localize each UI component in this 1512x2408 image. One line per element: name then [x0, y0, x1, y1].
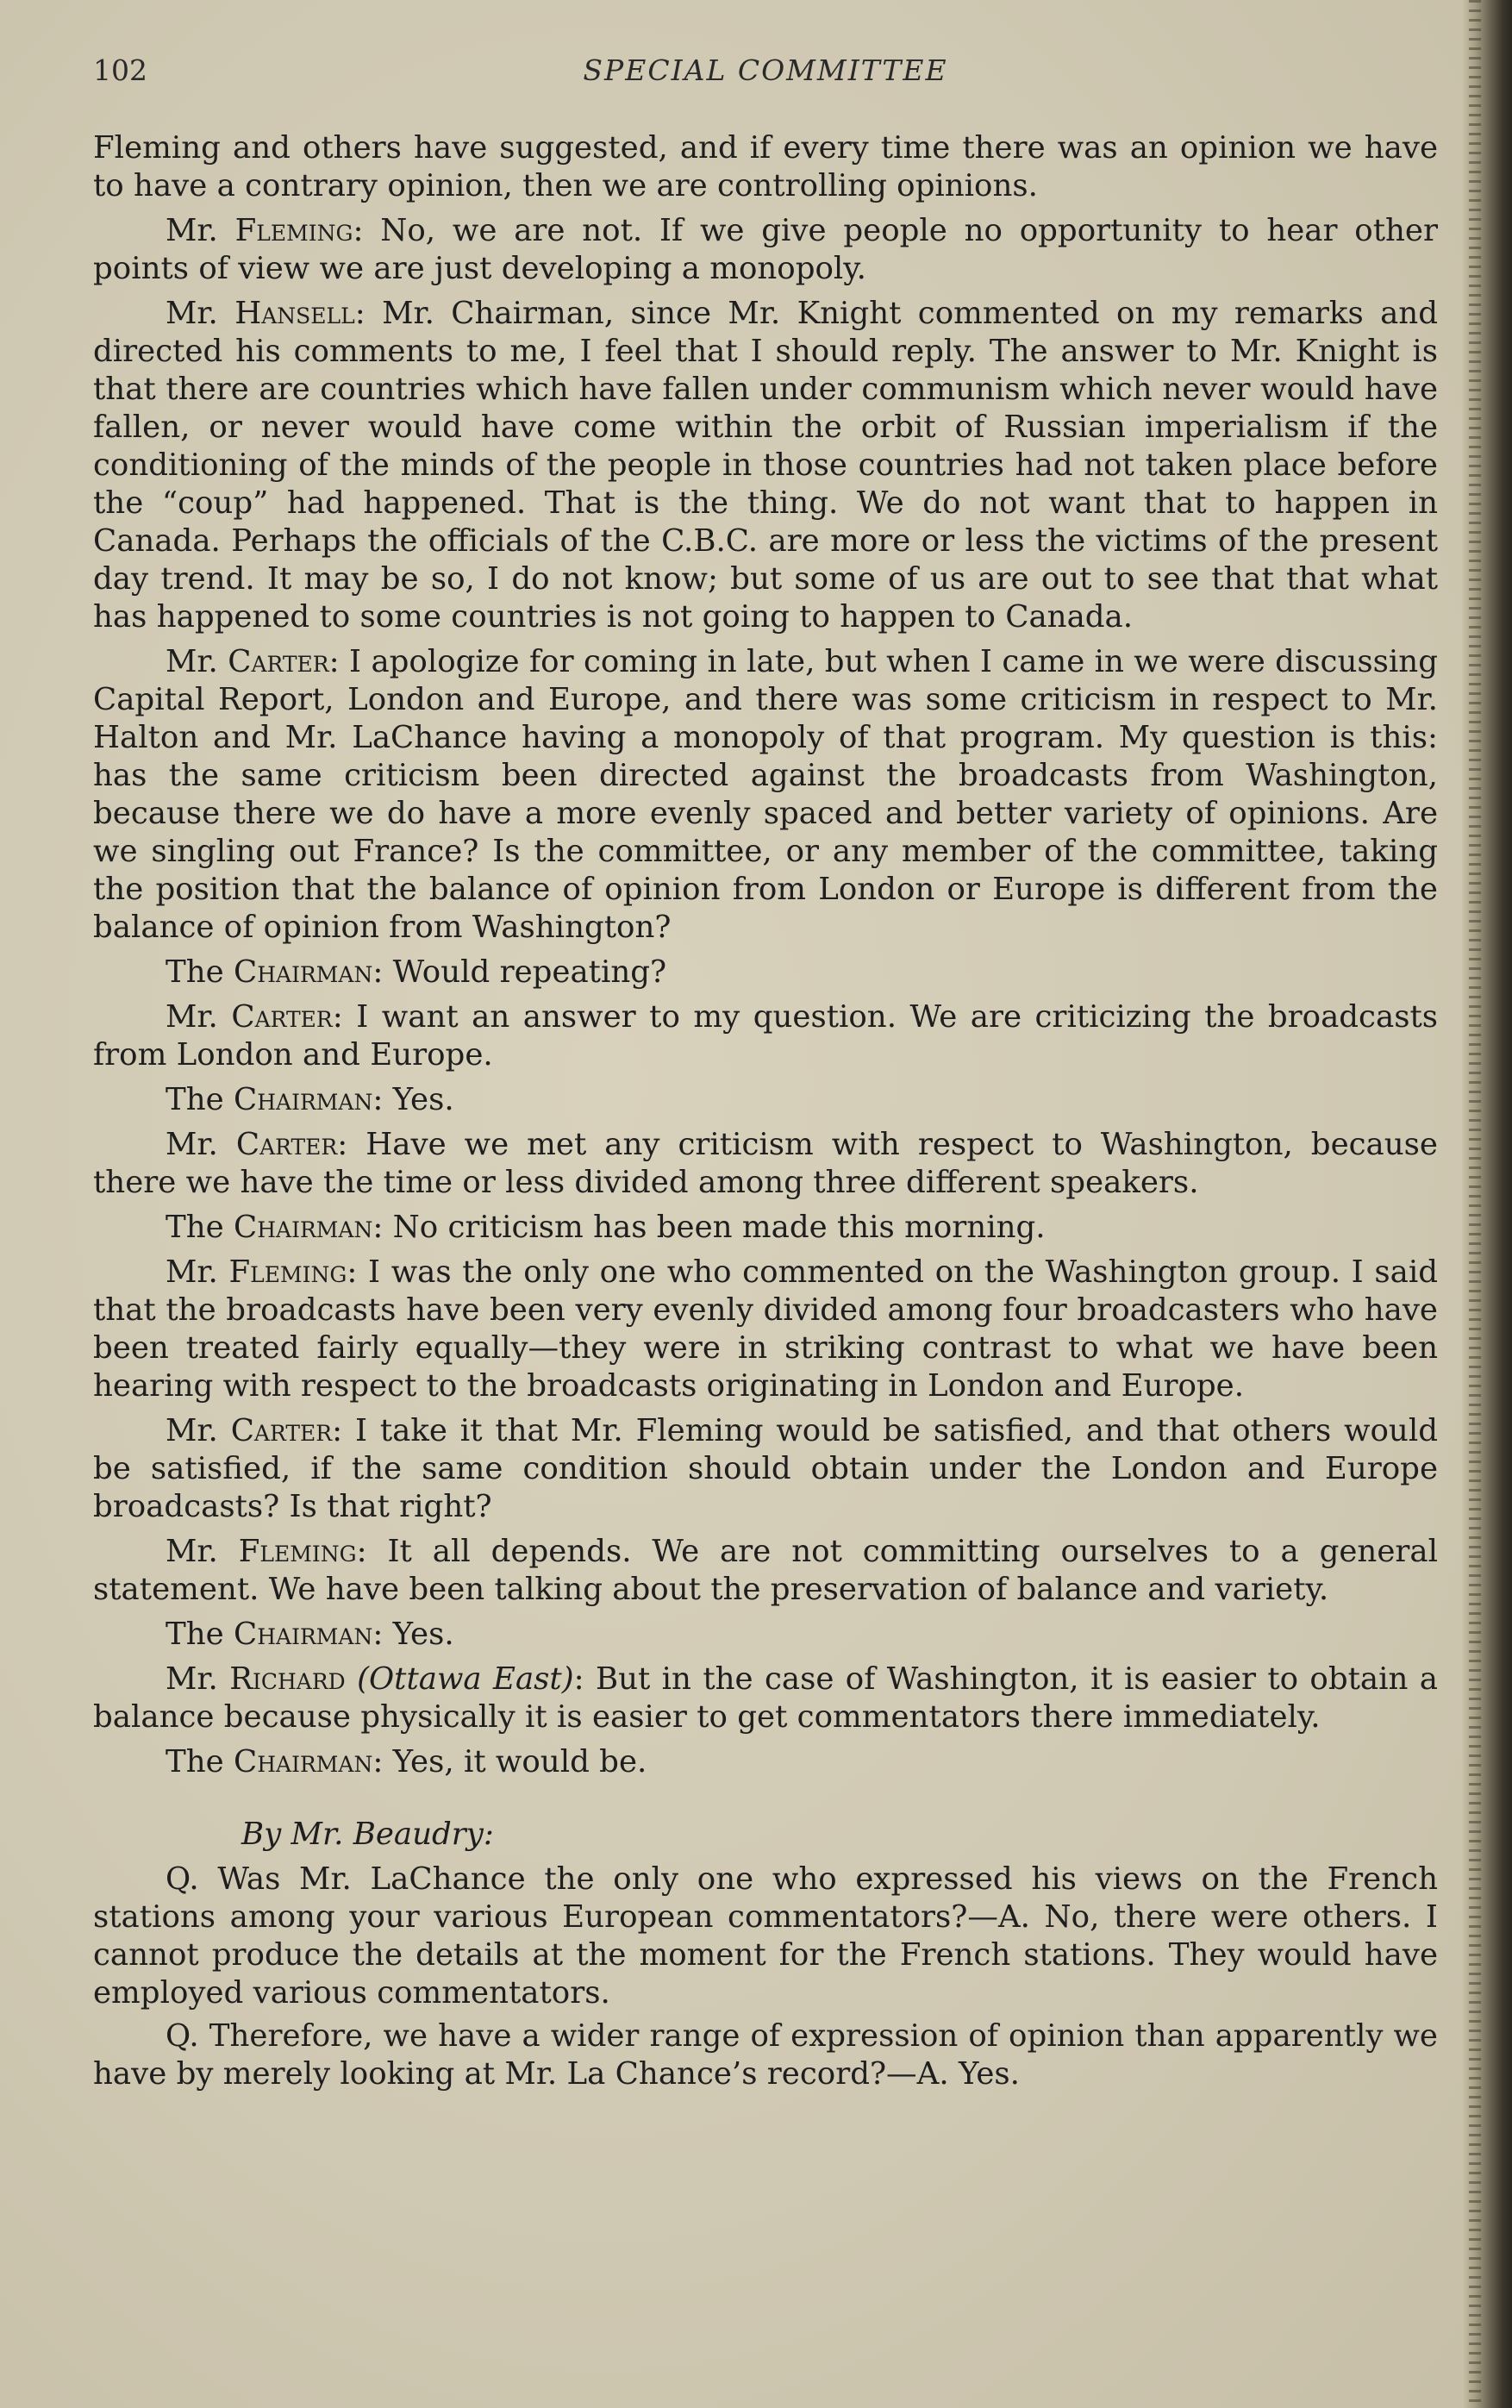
paragraph: Mr. Fleming: I was the only one who commented on the Washington group. I said that the broadcasts have been very evenly divided among four broadcasters who have been treated fairly equally—they were in striking contrast to what we have been hearing with respect to the broadcasts originating in London and Europe. — [93, 1254, 1439, 1404]
paragraph: Mr. Carter: Have we met any criticism with respect to Washington, because there we have the time or less divided among three different speakers. — [93, 1127, 1438, 1200]
speaker-name: Carter — [231, 999, 333, 1035]
paragraph: Mr. Fleming: No, we are not. If we give people no opportunity to hear other points of view we are just developing a monopoly. — [93, 213, 1438, 286]
transcript-body — [93, 129, 1438, 2098]
paragraph: Mr. Fleming: It all depends. We are not committing ourselves to a general statement. We have been talking about the preservation of balance and variety. — [93, 1534, 1438, 1607]
paragraph: The Chairman: Yes. — [166, 1082, 454, 1117]
paragraph: Mr. Richard (Ottawa East): But in the case of Washington, it is easier to obtain a balance because physically it is easier to get commentators there immediately. — [93, 1661, 1438, 1735]
page-binding-edge — [1462, 0, 1512, 2408]
speaker-name: Fleming — [228, 1254, 347, 1290]
speaker-name: Chairman — [234, 1744, 373, 1779]
paragraph: The Chairman: Yes, it would be. — [166, 1744, 647, 1779]
paragraph: Fleming and others have suggested, and if every time there was an opinion we have to have a contrary opinion, then we are controlling opinions. — [93, 130, 1438, 203]
question-answer: Q. Therefore, we have a wider range of expression of opinion than apparently we have by merely looking at Mr. La Chance’s record?—A. Yes. — [93, 2018, 1438, 2092]
speaker-name: Richard — [229, 1661, 346, 1697]
speaker-name: Chairman — [234, 1617, 373, 1652]
page-header — [93, 53, 1438, 97]
paragraph: The Chairman: No criticism has been made this morning. — [166, 1210, 1046, 1245]
question-answer: Q. Was Mr. LaChance the only one who expressed his views on the French stations among your various European commentators?—A. No, there were others. I cannot produce the details at the moment for the French stations. They would have employed various commentators. — [93, 1861, 1438, 2011]
paragraph: The Chairman: Would repeating? — [166, 954, 667, 990]
paragraph: Mr. Hansell: Mr. Chairman, since Mr. Knight commented on my remarks and directed his comments to me, I feel that I should reply. The answer to Mr. Knight is that there are countries which have fallen under communism which never would have fallen, or never would have come within the orbit of Russian imperialism if the conditioning of the minds of the people in those countries had not taken place before the “coup” had happened. That is the thing. We do not want that to happen in Canada. Perhaps the officials of the C.B.C. are more or less the victims of the present day trend. It may be so, I do not know; but some of us are out to see that that what has happened to some countries is not going to happen to Canada. — [93, 296, 1438, 635]
speaker-name: Fleming — [238, 1534, 357, 1569]
speaker-name: Carter — [228, 644, 329, 679]
speaker-name: Chairman — [234, 1082, 373, 1117]
speaker-name: Hansell — [234, 296, 355, 331]
speaker-name: Chairman — [234, 1210, 373, 1245]
page-number: 102 — [93, 53, 147, 87]
examiner-byline: By Mr. Beaudry: — [241, 1817, 494, 1852]
speaker-name: Fleming — [234, 213, 353, 248]
speaker-name: Chairman — [234, 954, 373, 990]
paragraph: Mr. Carter: I want an answer to my question. We are criticizing the broadcasts from London and Europe. — [93, 999, 1439, 1073]
paragraph: The Chairman: Yes. — [166, 1617, 454, 1652]
paragraph: Mr. Carter: I apologize for coming in late, but when I came in we were discussing Capital Report, London and Europe, and there was some criticism in respect to Mr. Halton and Mr. LaChance having a monopoly of that program. My question is this: has the same criticism been directed against the broadcasts from Washington, because there we do have a more evenly spaced and better variety of opinions. Are we singling out France? Is the committee, or any member of the committee, taking the position that the balance of opinion from London or Europe is different from the balance of opinion from Washington? — [93, 644, 1438, 945]
running-title: SPECIAL COMMITTEE — [583, 53, 948, 87]
speaker-name: Carter — [235, 1127, 338, 1162]
speaker-name: Carter — [230, 1413, 333, 1448]
speaker-riding: (Ottawa East) — [357, 1661, 574, 1697]
paragraph: Mr. Carter: I take it that Mr. Fleming would be satisfied, and that others would be satisfied, if the same condition should obtain under the London and Europe broadcasts? Is that right? — [93, 1413, 1438, 1524]
